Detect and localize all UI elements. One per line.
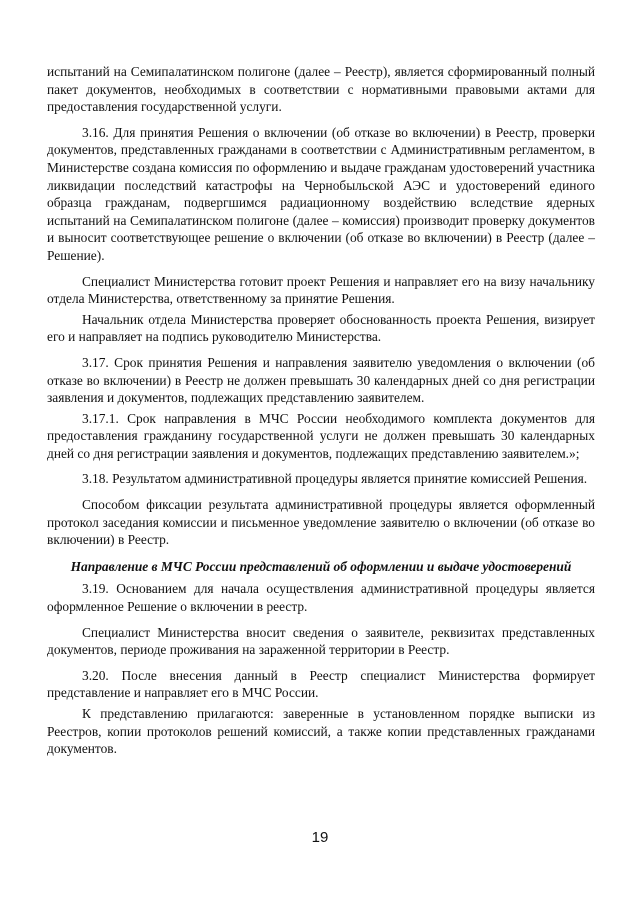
paragraph-continuation: испытаний на Семипалатинском полигоне (далее – Реестр), является сформированный полный пакет документов, необходимых в соответствии с нормативными правовыми актами для предоставления государственной услуги.: [47, 64, 595, 115]
document-page: [47, 63, 595, 758]
paragraph-fixation-method: Способом фиксации результата административной процедуры является оформленный протокол заседания комиссии и письменное уведомление заявителю о включении (об отказе во включении) в Реестр.: [47, 497, 595, 548]
paragraph-attachments: К представлению прилагаются: заверенные в установленном порядке выписки из Реестров, копии протоколов решений комиссий, а также копии представленных гражданами документов.: [47, 706, 595, 757]
paragraph-3-20: 3.20. После внесения данный в Реестр специалист Министерства формирует представление и направляет его в МЧС России.: [47, 667, 595, 701]
section-heading: Направление в МЧС России представлений об оформлении и выдаче удостоверений: [70, 558, 572, 574]
paragraph-3-17-1: 3.17.1. Срок направления в МЧС России необходимого комплекта документов для предоставления гражданину государственной услуги не должен превышать 30 календарных дней со дня регистрации заявления и документов, подлежащих представлению заявителем.»;: [47, 410, 595, 461]
paragraph-3-18: 3.18. Результатом административной процедуры является принятие комиссией Решения.: [82, 471, 588, 487]
paragraph-3-16: 3.16. Для принятия Решения о включении (об отказе во включении) в Реестр, проверки документов, представленных гражданами в соответствии с Административным регламентом, в Министерстве создана комиссия по оформлению и выдаче гражданам удостоверений участника ликвидации последствий катастрофы на Чернобыльской АЭС и удостоверений единого образца гражданам, подвергшимся радиационному воздействию вследствие ядерных испытаний на Семипалатинском полигоне (далее – комиссия) производит проверку документов и выносит соответствующее решение о включении (об отказе во включении) в Реестр (далее – Решение).: [47, 124, 595, 263]
paragraph-3-19: 3.19. Основанием для начала осуществления административной процедуры является оформленное Решение о включении в реестр.: [47, 581, 595, 615]
paragraph-department-head: Начальник отдела Министерства проверяет обоснованность проекта Решения, визирует его и направляет на подпись руководителю Министерства.: [47, 311, 595, 345]
page-number: 19: [311, 829, 329, 846]
paragraph-specialist-draft: Специалист Министерства готовит проект Решения и направляет его на визу начальнику отдела Министерства, ответственному за принятие Решения.: [47, 273, 595, 307]
paragraph-3-17: 3.17. Срок принятия Решения и направления заявителю уведомления о включении (об отказе во включении) в Реестр не должен превышать 30 календарных дней со дня регистрации заявления и документов, подлежащих представлению заявителем.: [47, 354, 595, 406]
paragraph-registry-entry: Специалист Министерства вносит сведения о заявителе, реквизитах представленных документов, периоде проживания на зараженной территории в Реестр.: [47, 624, 595, 658]
